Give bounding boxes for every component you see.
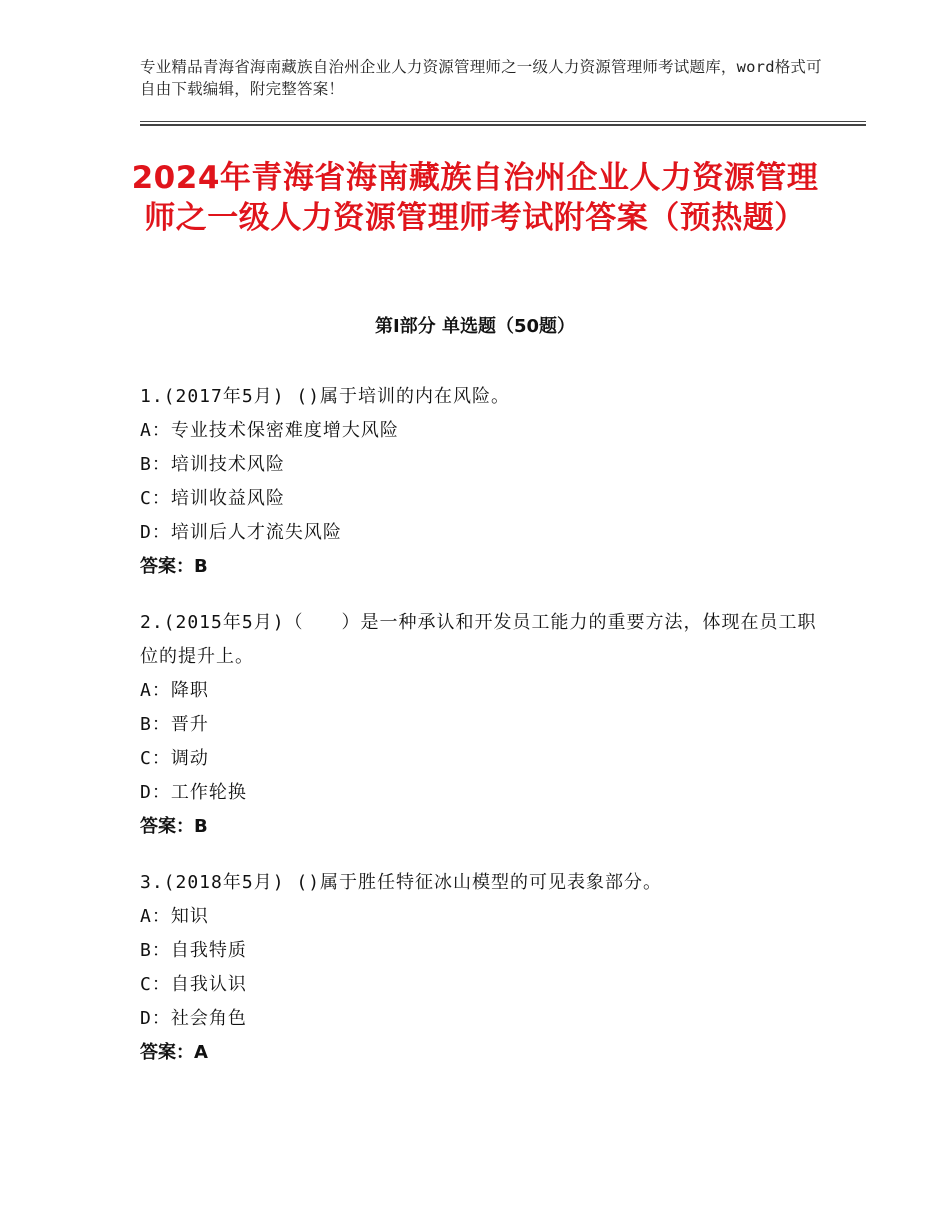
question-3 [140,866,820,1070]
option-c: C：自我认识 [140,974,247,995]
option-c: C：培训收益风险 [140,488,285,509]
option-a: A：降职 [140,680,209,701]
question-1 [140,380,820,584]
question-stem: 2.(2015年5月)（ ）是一种承认和开发员工能力的重要方法，体现在员工职位的提升上。 [140,612,817,667]
section-heading: 第Ⅰ部分 单选题（50题） [374,316,575,337]
question-stem: 1.(2017年5月) ()属于培训的内在风险。 [140,386,511,407]
option-b: B：晋升 [140,714,209,735]
header-divider-thick [140,124,866,126]
document-title: 2024年青海省海南藏族自治州企业人力资源管理师之一级人力资源管理师考试附答案（预热题） [131,160,819,236]
option-a: A：专业技术保密难度增大风险 [140,420,399,441]
option-b: B：自我特质 [140,940,247,961]
option-d: D：社会角色 [140,1008,247,1029]
option-c: C：调动 [140,748,209,769]
option-b: B：培训技术风险 [140,454,285,475]
answer: 答案：B [140,556,208,577]
answer: 答案：A [140,1042,208,1063]
option-d: D：工作轮换 [140,782,247,803]
answer: 答案：B [140,816,208,837]
question-stem: 3.(2018年5月) ()属于胜任特征冰山模型的可见表象部分。 [140,872,663,893]
question-list [140,380,820,1092]
option-a: A：知识 [140,906,209,927]
header-divider-thin [140,121,866,122]
header-note: 专业精品青海省海南藏族自治州企业人力资源管理师之一级人力资源管理师考试题库，word格式可自由下载编辑，附完整答案！ [140,58,822,98]
question-2 [140,606,820,844]
option-d: D：培训后人才流失风险 [140,522,342,543]
